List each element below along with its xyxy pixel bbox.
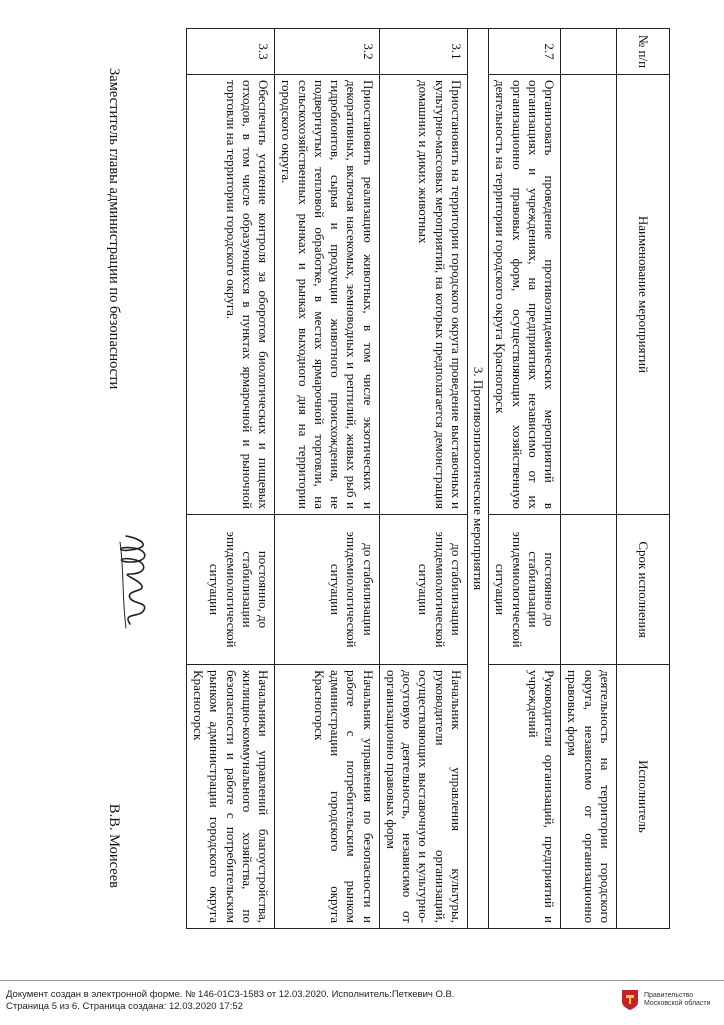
table-row <box>561 29 617 929</box>
cell-empty <box>561 29 617 75</box>
gov-label: Правительство Московской области <box>644 992 711 1007</box>
cell-empty <box>561 515 617 665</box>
row-executor: Начальники управлений благоустройства, жилищно-коммунального хозяйства, по безопасности и работе с потребительским рынком администрации городского округа Красногорск <box>187 665 275 929</box>
header-exec: Исполнитель <box>617 665 670 929</box>
document-footer <box>0 980 724 1025</box>
header-name: Наименование мероприятий <box>617 75 670 515</box>
continuation-executor: деятельность на территории городского округа, независимо от организационно правовых форм <box>561 665 617 929</box>
footer-document-info: Документ создан в электронной форме. № 146-01С3-1583 от 12.03.2020. Исполнитель:Петкевич О.В. <box>6 989 455 1000</box>
row-number: 3.1 <box>379 29 467 75</box>
table-row <box>275 29 380 929</box>
signatory-position: Заместитель главы администрации по безопасности <box>106 68 122 390</box>
row-measure: Обеспечить усиление контроля за оборотом биологических и пищевых отходов, в том числе образующихся в пунктах ярмарочной и рыночной торговли на территории городского округа. <box>187 75 275 515</box>
row-term: до стабилизации эпидемиологической ситуации <box>275 515 380 665</box>
section-header-row <box>468 29 489 929</box>
cell-empty <box>561 75 617 515</box>
row-executor: Начальник управления культуры, руководители организаций, осуществляющих выставочную и культурно-досуговую деятельность, независимо от организационно правовых форм <box>379 665 467 929</box>
row-term: постоянно, до стабилизации эпидемиологической ситуации <box>187 515 275 665</box>
table-row <box>489 29 561 929</box>
header-term: Срок исполнения <box>617 515 670 665</box>
measures-table <box>186 28 670 929</box>
row-term: постоянно до стабилизации эпидемиологической ситуации <box>489 515 561 665</box>
section-title: 3. Противоэпизоотические мероприятия <box>468 29 489 929</box>
row-measure: Организовать проведение противоэпидемических мероприятий в организациях и учреждениях, на предприятиях независимо от их организационно правовых форм, осуществляющих хозяйственную деятельность на территории городского округа Красногорск <box>489 75 561 515</box>
row-measure: Приостановить на территории городского округа проведение выставочных и культурно-массовых мероприятий, на которых предполагается демонстрация домашних и диких животных <box>379 75 467 515</box>
row-term: до стабилизации эпидемиологической ситуации <box>379 515 467 665</box>
row-measure: Приостановить реализацию животных, в том числе экзотических и декоративных, включая насекомых, земноводных и рептилий, живых рыб и гидробионтов, сырья и продукции животного происхождения, не подвергнутых тепловой обработке, в местах ярмарочной торговли, на сельскохозяйственных рынках и рынках выходного дня на территории городского округа. <box>275 75 380 515</box>
signatory-name: В.В. Моисеев <box>106 803 122 888</box>
footer-page-info: Страница 5 из 6. Страница создана: 12.03.2020 17:52 <box>6 1001 243 1012</box>
signature-block <box>105 68 122 888</box>
gov-logo-block <box>621 989 716 1011</box>
row-number: 3.3 <box>187 29 275 75</box>
rotated-document-page <box>40 8 700 948</box>
table-header-row <box>617 29 670 929</box>
header-num: № п/п <box>617 29 670 75</box>
moscow-region-emblem-icon <box>621 989 639 1011</box>
row-executor: Начальник управления по безопасности и работе с потребительским рынком администрации городского округа Красногорск <box>275 665 380 929</box>
row-executor: Руководители организаций, предприятий и учреждений <box>489 665 561 929</box>
table-row <box>187 29 275 929</box>
table-row <box>379 29 467 929</box>
row-number: 2.7 <box>489 29 561 75</box>
row-number: 3.2 <box>275 29 380 75</box>
